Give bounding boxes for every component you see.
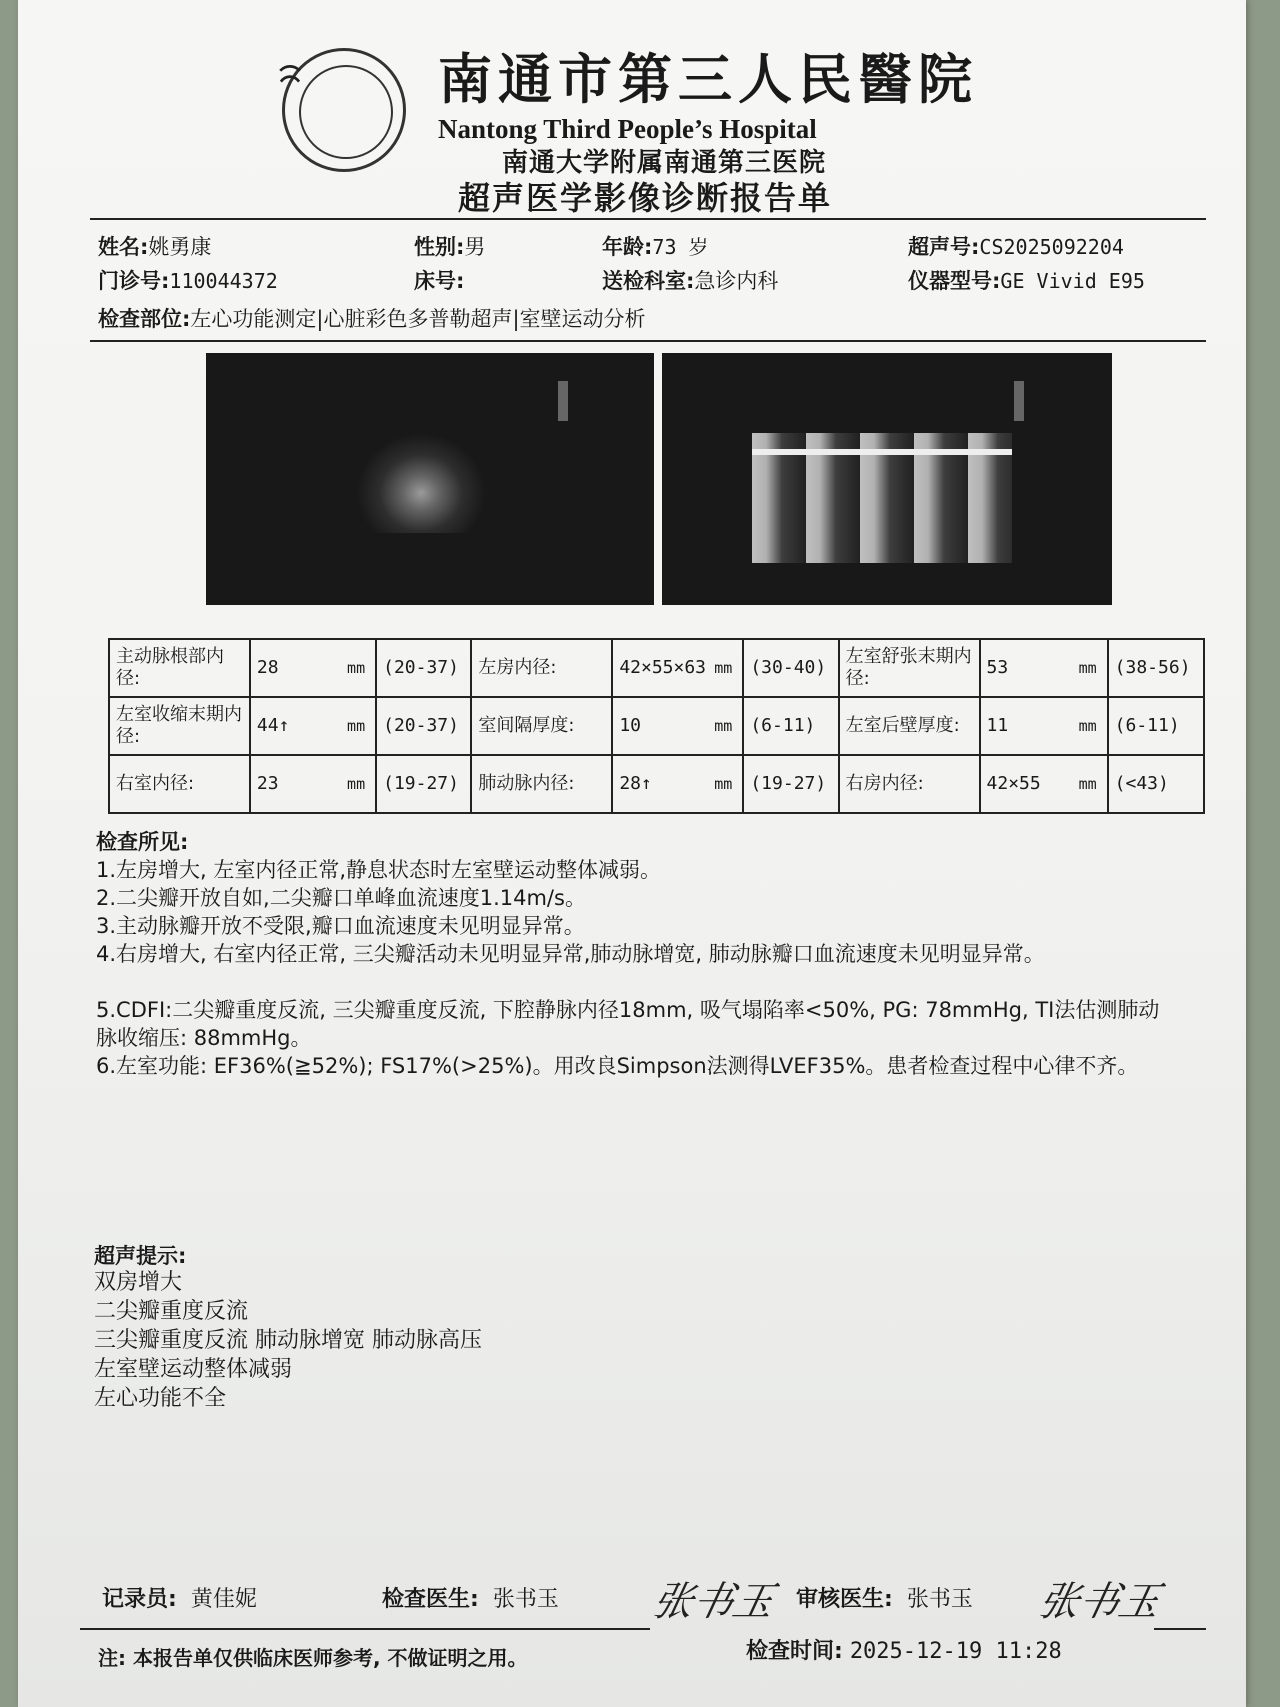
measurement-range: (<43) <box>1108 755 1204 813</box>
device-model: 仪器型号:GE Vivid E95 <box>908 269 1145 293</box>
bed-number: 床号: <box>414 269 465 293</box>
conclusion-item: 左心功能不全 <box>94 1386 227 1411</box>
clinic-number: 门诊号:110044372 <box>98 269 278 293</box>
footer-divider <box>80 1628 650 1630</box>
conclusion-item: 双房增大 <box>94 1270 183 1295</box>
finding-item: 4.右房增大, 右室内径正常, 三尖瓣活动未见明显异常,肺动脉增宽, 肺动脉瓣口血流速度未见明显异常。 <box>96 942 1045 966</box>
hospital-seal-icon <box>282 48 406 172</box>
measurement-value: 28 mm <box>250 639 376 697</box>
header-divider <box>90 218 1206 220</box>
measurement-label: 左室舒张末期内径: <box>839 639 980 697</box>
conclusion-item: 三尖瓣重度反流 肺动脉增宽 肺动脉高压 <box>94 1328 482 1353</box>
conclusion-item: 左室壁运动整体减弱 <box>94 1357 293 1382</box>
measurement-value: 28↑ mm <box>612 755 743 813</box>
measurement-label: 右室内径: <box>109 755 250 813</box>
measurement-range: (38-56) <box>1108 639 1204 697</box>
finding-item: 3.主动脉瓣开放不受限,瓣口血流速度未见明显异常。 <box>96 914 585 938</box>
info-divider <box>90 340 1206 342</box>
measurement-value: 11 mm <box>980 697 1108 755</box>
finding-item: 6.左室功能: EF36%(≧52%); FS17%(>25%)。用改良Simpson法测得LVEF35%。患者检查过程中心律不齐。 <box>96 1054 1139 1078</box>
measurement-label: 左房内径: <box>471 639 612 697</box>
table-row <box>109 639 1204 697</box>
measurement-value: 10 mm <box>612 697 743 755</box>
conclusion-title: 超声提示: <box>94 1244 187 1268</box>
measurement-range: (20-37) <box>376 697 471 755</box>
patient-age: 年龄:73 岁 <box>602 235 709 259</box>
hospital-name-cn: 南通市第三人民醫院 <box>438 47 978 111</box>
measurement-value: 23 mm <box>250 755 376 813</box>
report-title: 超声医学影像诊断报告单 <box>458 179 833 217</box>
finding-item: 1.左房增大, 左室内径正常,静息状态时左室壁运动整体减弱。 <box>96 858 662 882</box>
report-sheet <box>18 0 1246 1707</box>
measurement-value: 44↑ mm <box>250 697 376 755</box>
hospital-name-en: Nantong Third People’s Hospital <box>438 114 817 144</box>
conclusion-item: 二尖瓣重度反流 <box>94 1299 249 1324</box>
measurement-value: 42×55×63 mm <box>612 639 743 697</box>
measurement-range: (30-40) <box>743 639 838 697</box>
referring-department: 送检科室:急诊内科 <box>602 269 779 293</box>
exam-time: 检查时间: 2025-12-19 11:28 <box>746 1639 1062 1664</box>
measurement-range: (20-37) <box>376 639 471 697</box>
recorder: 记录员: 黄佳妮 <box>102 1587 257 1612</box>
measurement-label: 室间隔厚度: <box>471 697 612 755</box>
ultrasound-image-2d <box>206 353 654 605</box>
reviewer: 审核医生: 张书玉 <box>796 1587 973 1612</box>
measurement-label: 主动脉根部内径: <box>109 639 250 697</box>
ultrasound-image-mmode <box>662 353 1112 605</box>
patient-name: 姓名:姚勇康 <box>98 235 212 259</box>
measurement-range: (19-27) <box>743 755 838 813</box>
measurement-label: 肺动脉内径: <box>471 755 612 813</box>
measurement-label: 右房内径: <box>839 755 980 813</box>
disclaimer-note: 注: 本报告单仅供临床医师参考, 不做证明之用。 <box>98 1646 528 1670</box>
patient-sex: 性别:男 <box>414 235 486 259</box>
footer-divider-right <box>1154 1628 1206 1630</box>
measurement-table <box>108 638 1205 814</box>
measurement-range: (6-11) <box>1108 697 1204 755</box>
measurement-range: (6-11) <box>743 697 838 755</box>
reviewer-signature-icon: 张书玉 <box>1034 1579 1165 1625</box>
examiner: 检查医生: 张书玉 <box>382 1587 559 1612</box>
finding-item: 5.CDFI:二尖瓣重度反流, 三尖瓣重度反流, 下腔静脉内径18mm, 吸气塌陷率<50%, PG: 78mmHg, TI法估测肺动脉收缩压: 88mmHg。 <box>96 998 1160 1050</box>
table-row <box>109 697 1204 755</box>
hospital-affiliation: 南通大学附属南通第三医院 <box>502 148 827 178</box>
measurement-value: 53 mm <box>980 639 1108 697</box>
finding-item: 2.二尖瓣开放自如,二尖瓣口单峰血流速度1.14m/s。 <box>96 886 586 910</box>
measurement-label: 左室收缩末期内径: <box>109 697 250 755</box>
measurement-range: (19-27) <box>376 755 471 813</box>
measurement-label: 左室后壁厚度: <box>839 697 980 755</box>
examiner-signature-icon: 张书玉 <box>648 1579 779 1625</box>
exam-site: 检查部位:左心功能测定|心脏彩色多普勒超声|室壁运动分析 <box>98 307 646 331</box>
measurement-value: 42×55 mm <box>980 755 1108 813</box>
table-row <box>109 755 1204 813</box>
ultrasound-number: 超声号:CS2025092204 <box>908 235 1124 259</box>
findings-title: 检查所见: <box>96 830 189 854</box>
